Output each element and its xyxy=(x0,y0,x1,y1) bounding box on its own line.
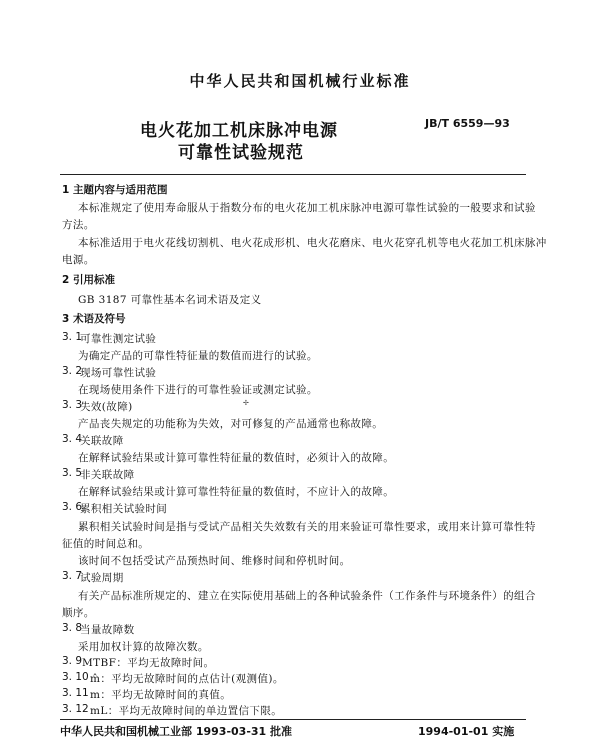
implementation-date: 1994-01-01 实施 xyxy=(418,725,515,738)
term-3-6-definition-line-2: 征值的时间总和。 xyxy=(62,538,150,550)
term-3-12-number: 3. 12 xyxy=(62,703,89,715)
term-3-6-definition-line-3: 该时间不包括受试产品预热时间、维修时间和停机时间。 xyxy=(78,555,351,567)
term-3-12-text: mL：平均无故障时间的单边置信下限。 xyxy=(90,705,283,717)
term-3-2-name: 现场可靠性试验 xyxy=(80,367,157,379)
term-3-7-definition-line-1: 有关产品标准所规定的、建立在实际使用基础上的各种试验条件（工作条件与环境条件）的组合 xyxy=(78,590,536,602)
term-3-7-name: 试验周期 xyxy=(80,572,124,584)
term-3-11-number: 3. 11 xyxy=(62,687,89,699)
term-3-5-name: 非关联故障 xyxy=(80,469,135,481)
term-3-1-definition: 为确定产品的可靠性特征量的数值而进行的试验。 xyxy=(78,350,318,362)
term-3-3-number: 3. 3 xyxy=(62,399,83,411)
term-3-10-number: 3. 10 xyxy=(62,671,89,683)
document-title-line1: 电火花加工机床脉冲电源 xyxy=(140,121,338,141)
term-3-6-name: 累积相关试验时间 xyxy=(80,503,168,515)
term-3-3-name: 失效(故障) xyxy=(80,401,133,413)
term-3-8-name: 当量故障数 xyxy=(80,624,135,636)
section-1-title: 1 主题内容与适用范围 xyxy=(62,184,168,196)
bottom-rule xyxy=(60,719,526,720)
standard-code: JB/T 6559—93 xyxy=(425,117,510,130)
section-1-paragraph-1-line-1: 本标准规定了使用寿命服从于指数分布的电火花加工机床脉冲电源可靠性试验的一般要求和试验 xyxy=(78,202,536,214)
term-3-4-name: 关联故障 xyxy=(80,435,124,447)
term-3-4-number: 3. 4 xyxy=(62,433,83,445)
document-title-line2: 可靠性试验规范 xyxy=(178,143,304,163)
term-3-7-definition-line-2: 顺序。 xyxy=(62,607,95,619)
term-3-2-definition: 在现场使用条件下进行的可靠性验证或测定试验。 xyxy=(78,384,318,396)
term-3-8-number: 3. 8 xyxy=(62,622,83,634)
approval-line: 中华人民共和国机械工业部 1993-03-31 批准 xyxy=(60,725,293,738)
term-3-4-definition: 在解释试验结果或计算可靠性特征量的数值时，必须计入的故障。 xyxy=(78,452,395,464)
standard-category-heading: 中华人民共和国机械行业标准 xyxy=(189,72,411,90)
section-1-paragraph-2-line-2: 电源。 xyxy=(62,254,95,266)
term-3-5-definition: 在解释试验结果或计算可靠性特征量的数值时，不应计入的故障。 xyxy=(78,486,395,498)
term-3-9-number: 3. 9 xyxy=(62,655,83,667)
term-3-2-number: 3. 2 xyxy=(62,365,83,377)
section-1-paragraph-1-line-2: 方法。 xyxy=(62,219,95,231)
term-3-10-text: m̂：平均无故障时间的点估计(观测值)。 xyxy=(90,673,284,685)
term-3-6-definition-line-1: 累积相关试验时间是指与受试产品相关失效数有关的用来验证可靠性要求，或用来计算可靠性特 xyxy=(78,521,536,533)
term-3-1-name: 可靠性测定试验 xyxy=(80,333,157,345)
term-3-7-number: 3. 7 xyxy=(62,570,83,582)
term-3-9-text: MTBF：平均无故障时间。 xyxy=(82,657,215,669)
term-3-5-number: 3. 5 xyxy=(62,467,83,479)
section-1-paragraph-2-line-1: 本标准适用于电火花线切割机、电火花成形机、电火花磨床、电火花穿孔机等电火花加工机床脉冲 xyxy=(78,237,547,249)
term-3-8-definition: 采用加权计算的故障次数。 xyxy=(78,641,209,653)
term-3-1-number: 3. 1 xyxy=(62,331,83,343)
section-3-title: 3 术语及符号 xyxy=(62,313,126,325)
section-2-title: 2 引用标准 xyxy=(62,274,115,286)
section-2-reference: GB 3187 可靠性基本名词术语及定义 xyxy=(78,294,262,306)
term-3-6-number: 3. 6 xyxy=(62,501,83,513)
scan-speck-mark: ✢ xyxy=(243,399,249,407)
term-3-11-text: m：平均无故障时间的真值。 xyxy=(90,689,232,701)
term-3-3-definition: 产品丧失规定的功能称为失效，对可修复的产品通常也称故障。 xyxy=(78,418,384,430)
